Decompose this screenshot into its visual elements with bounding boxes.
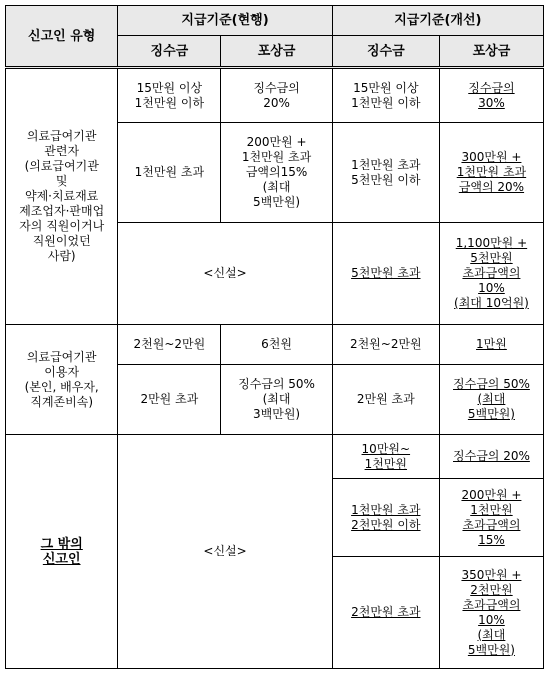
cell-line: 징수금의 xyxy=(468,80,515,95)
cell-line: 금액의15% xyxy=(245,165,308,179)
g1-type xyxy=(6,68,118,325)
cell-line: 300만원 + xyxy=(461,150,522,164)
cell-line: 15만원 이상 xyxy=(136,80,203,95)
cell-line: 5천만원 xyxy=(470,251,513,265)
g2-r1-cur-penalty xyxy=(118,325,221,365)
cell-line: (최대 10억원) xyxy=(454,296,529,310)
g1-r3-cur-merged: <신설> xyxy=(118,223,332,325)
header-current-penalty: 징수금 xyxy=(118,36,221,68)
cell-line: 350만원 + xyxy=(461,567,522,582)
g2-row-1 xyxy=(6,325,544,365)
g1-r2-new-reward xyxy=(439,123,543,223)
cell-line: 및 xyxy=(55,174,68,188)
g1-r2-new-penalty xyxy=(332,123,439,223)
cell-line: 사람) xyxy=(47,249,76,263)
cell-line: 6천원 xyxy=(261,337,292,351)
cell-line: (최대 xyxy=(262,180,291,194)
g3-row-1 xyxy=(6,435,544,479)
cell-line: 3백만원) xyxy=(253,407,301,421)
g3-r2-new-penalty xyxy=(332,479,439,557)
g1-r1-new-reward xyxy=(439,68,543,123)
cell-line: (의료급여기관 xyxy=(24,159,99,173)
header-current-reward: 포상금 xyxy=(221,36,332,68)
cell-line: (최대 xyxy=(262,392,291,406)
cell-line: 15만원 이상 xyxy=(353,80,419,95)
cell-line: 15% xyxy=(478,532,505,547)
g3-r3-new-reward xyxy=(439,557,543,669)
cell-line: 의료급여기관 xyxy=(26,349,97,364)
cell-line: 30% xyxy=(478,95,505,110)
cell-line: 1천만원 xyxy=(364,456,408,471)
cell-line: 관련자 xyxy=(44,144,80,158)
cell-line: 5천만원 이하 xyxy=(351,172,421,187)
reward-criteria-table xyxy=(5,5,544,669)
cell-line: 의료급여기관 xyxy=(26,129,97,143)
g1-r1-cur-penalty xyxy=(118,68,221,123)
cell-line: 2천만원 이하 xyxy=(351,517,421,532)
cell-line: 초과금액의 xyxy=(462,517,521,532)
header-current: 지급기준(현행) xyxy=(118,6,332,36)
cell-line: 초과금액의 xyxy=(462,266,521,280)
cell-line: 200만원 + xyxy=(246,135,307,149)
cell-line: 징수금의 50% xyxy=(238,377,315,391)
cell-line: 직원이었던 xyxy=(32,234,91,248)
g1-r3-new-penalty xyxy=(332,223,439,325)
cell-line: 200만원 + xyxy=(461,487,522,502)
cell-line: 5천만원 초과 xyxy=(351,266,421,280)
g2-r2-new-penalty xyxy=(332,365,439,435)
cell-line: 이용자 xyxy=(44,364,80,379)
cell-line: 1천만원 이하 xyxy=(351,95,421,110)
g1-r1-cur-reward xyxy=(221,68,332,123)
cell-line: 1천만원 초과 xyxy=(241,150,312,164)
cell-line: 1천만원 xyxy=(470,502,513,517)
cell-line: 2천원~2만원 xyxy=(133,337,206,351)
g3-cur-merged: <신설> xyxy=(118,435,332,669)
g1-row-1 xyxy=(6,68,544,123)
g2-type xyxy=(6,325,118,435)
header-row-1 xyxy=(6,6,544,36)
cell-line: 징수금의 50% xyxy=(453,377,530,391)
cell-line: 1,100만원 + xyxy=(455,236,528,250)
cell-line: (최대 xyxy=(477,627,506,642)
g2-r1-cur-reward xyxy=(221,325,332,365)
cell-line: 1천만원 이하 xyxy=(134,95,205,110)
cell-line: 징수금의 20% xyxy=(453,449,530,463)
cell-line: 제조업자·판매업 xyxy=(19,204,105,218)
cell-line: 직계존비속) xyxy=(30,394,94,409)
cell-line: (본인, 배우자, xyxy=(24,379,99,394)
g2-r1-new-penalty xyxy=(332,325,439,365)
header-improved: 지급기준(개선) xyxy=(332,6,543,36)
cell-line: 20% xyxy=(263,95,290,110)
cell-line: 5백만원) xyxy=(467,407,515,421)
cell-line: 1천만원 초과 xyxy=(351,157,421,172)
g2-r1-new-reward xyxy=(439,325,543,365)
cell-line: 1천만원 초과 xyxy=(351,502,421,517)
header-improved-reward: 포상금 xyxy=(439,36,543,68)
g1-r2-cur-reward xyxy=(221,123,332,223)
g3-r3-new-penalty xyxy=(332,557,439,669)
header-type: 신고인 유형 xyxy=(6,6,118,68)
g2-r2-new-reward xyxy=(439,365,543,435)
cell-line: (최대 xyxy=(477,392,506,406)
cell-line: 1천만원 초과 xyxy=(134,165,205,179)
cell-line: 5백만원) xyxy=(467,642,515,657)
cell-line: 자의 직원이거나 xyxy=(19,219,105,233)
g3-r1-new-reward xyxy=(439,435,543,479)
cell-line: 초과금액의 xyxy=(462,597,521,612)
cell-line: 2천만원 xyxy=(470,582,513,597)
g1-r3-new-reward xyxy=(439,223,543,325)
g2-r2-cur-reward xyxy=(221,365,332,435)
g3-r2-new-reward xyxy=(439,479,543,557)
cell-line: 10만원~ xyxy=(361,441,411,456)
g1-r1-new-penalty xyxy=(332,68,439,123)
cell-line: 10% xyxy=(478,281,505,295)
cell-line: 2만원 초과 xyxy=(356,392,415,406)
g1-r2-cur-penalty xyxy=(118,123,221,223)
header-improved-penalty: 징수금 xyxy=(332,36,439,68)
cell-line: 신고인 xyxy=(42,551,81,567)
cell-line: 2만원 초과 xyxy=(140,392,199,406)
cell-line: 2천원~2만원 xyxy=(349,337,422,351)
cell-line: 1만원 xyxy=(476,337,507,351)
cell-line: 그 밖의 xyxy=(40,536,83,552)
g3-type xyxy=(6,435,118,669)
cell-line: 금액의 20% xyxy=(458,180,525,194)
cell-line: 5백만원) xyxy=(253,195,301,209)
cell-line: 10% xyxy=(478,612,505,627)
cell-line: 징수금의 xyxy=(253,80,300,95)
cell-line: 2천만원 초과 xyxy=(351,605,421,619)
cell-line: 약제·치료재료 xyxy=(25,189,99,203)
g2-r2-cur-penalty xyxy=(118,365,221,435)
cell-line: 1천만원 초과 xyxy=(456,165,527,179)
g3-r1-new-penalty xyxy=(332,435,439,479)
